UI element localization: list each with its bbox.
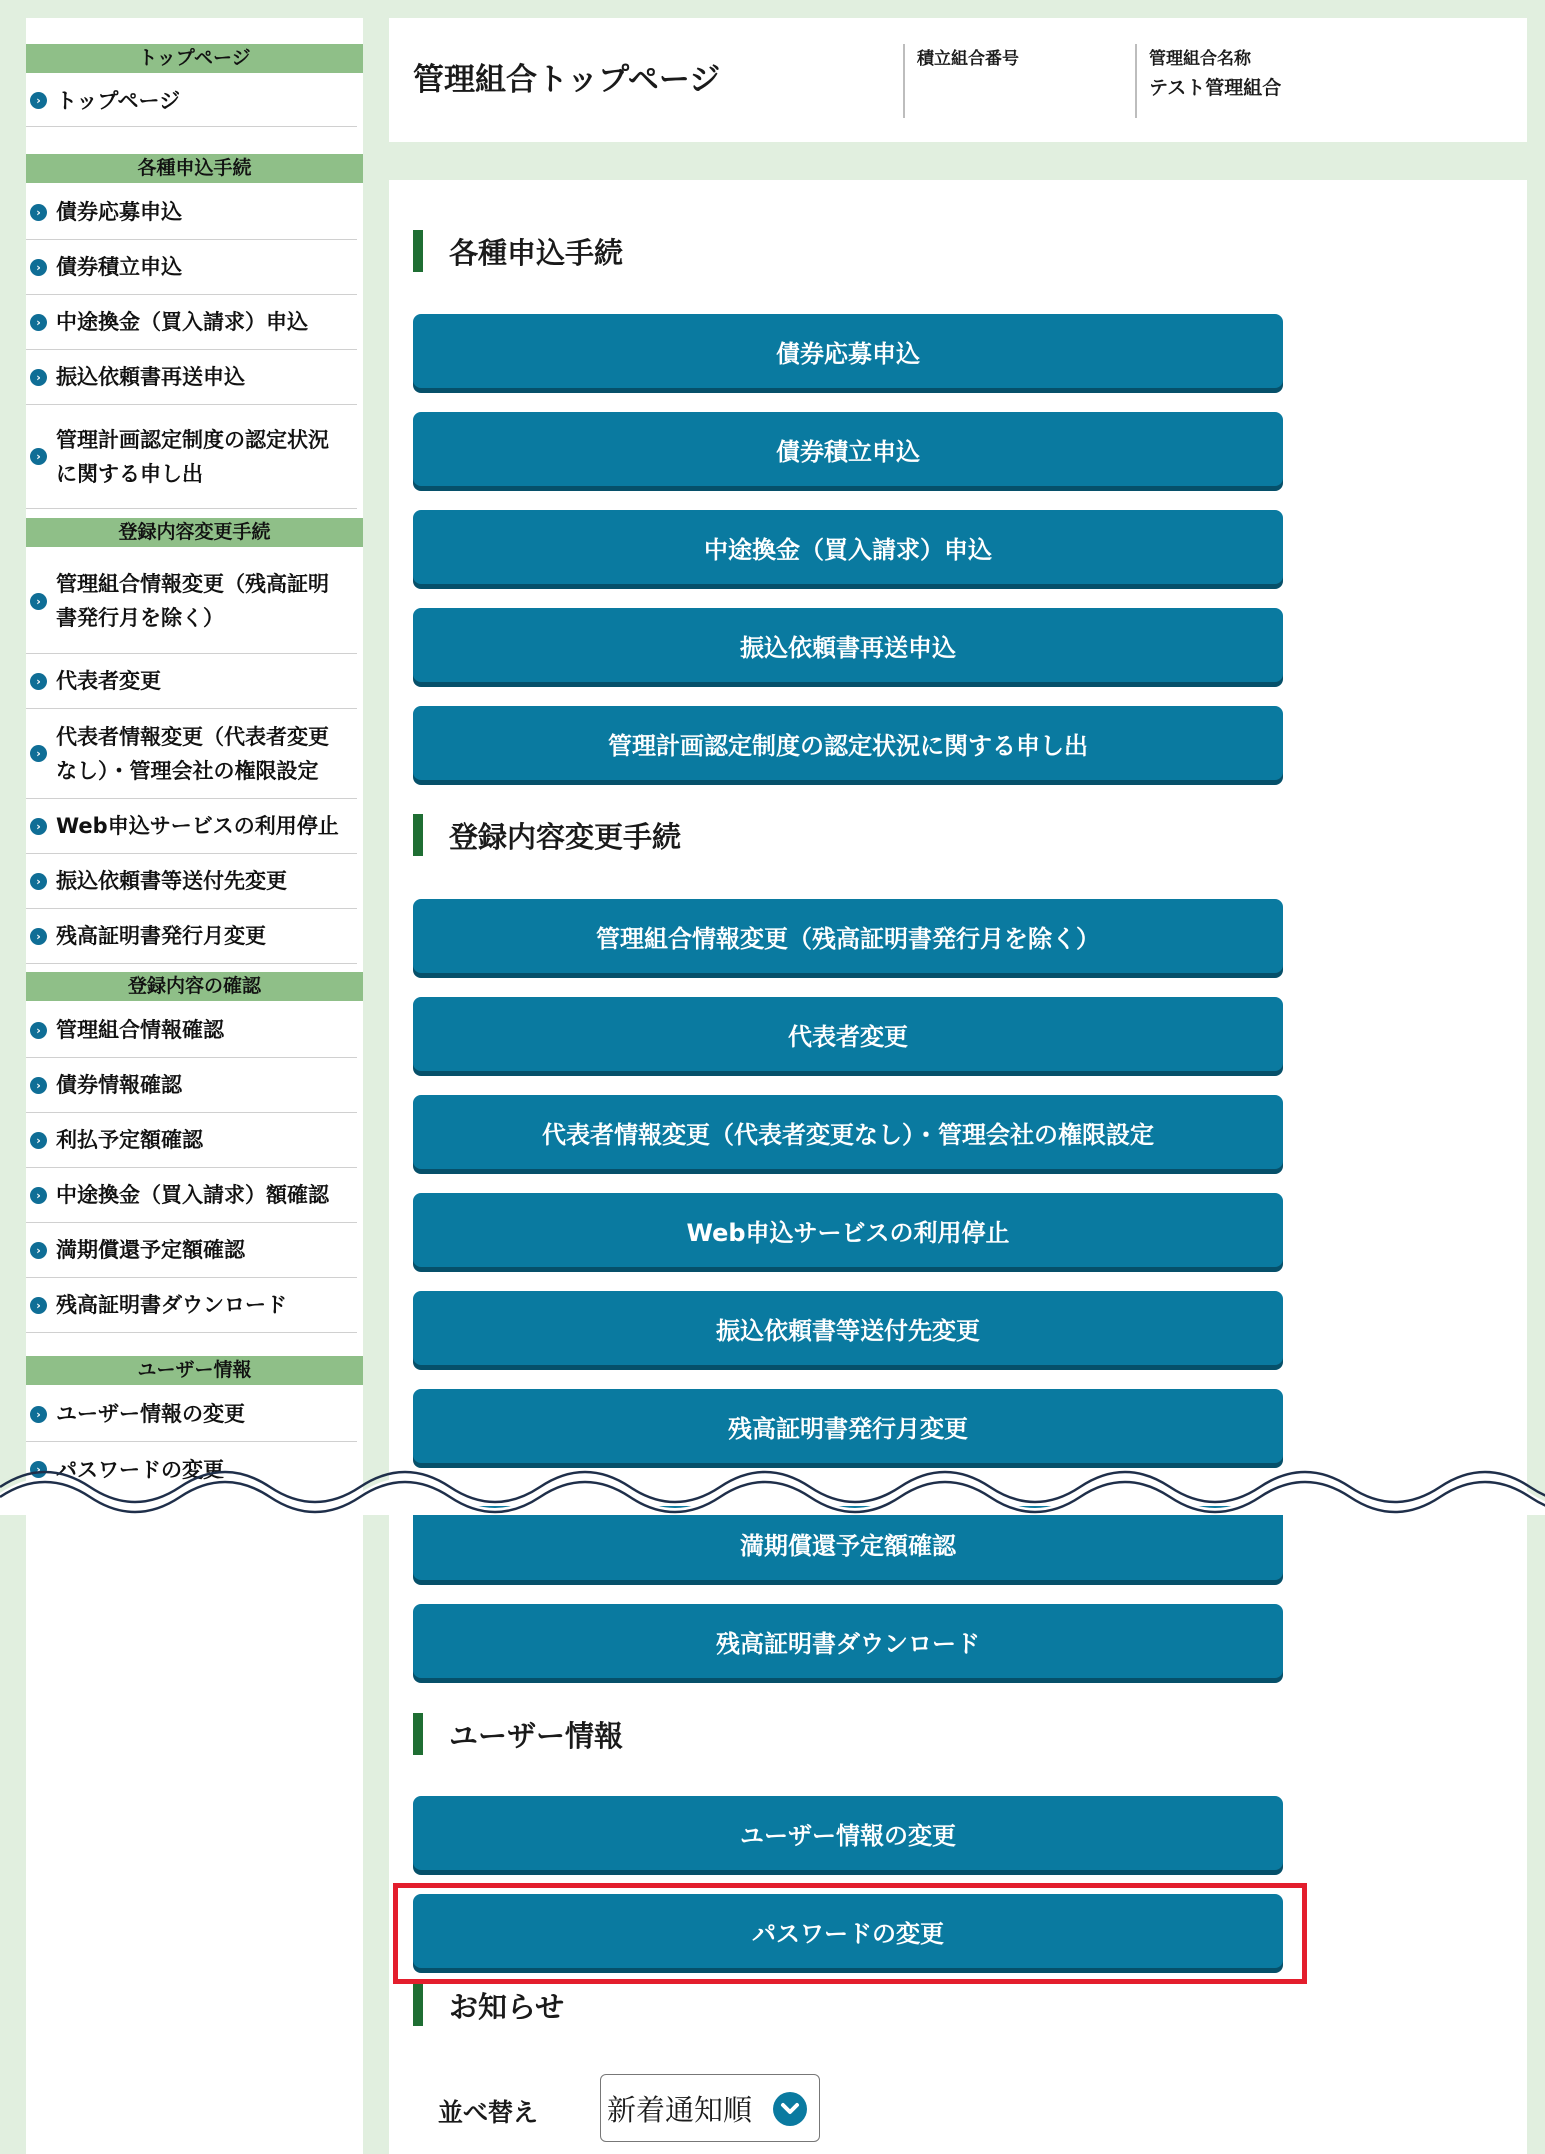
password-change-button[interactable]: パスワードの変更 — [413, 1894, 1283, 1968]
balance-month-change-button[interactable]: 残高証明書発行月変更 — [413, 1389, 1283, 1463]
sidebar-item-label: 代表者情報変更（代表者変更 — [56, 724, 329, 749]
early-redemption-button[interactable]: 中途換金（買入請求）申込 — [413, 510, 1283, 584]
chevron-right-icon: › — [30, 928, 47, 945]
section-bar — [413, 814, 423, 856]
chevron-right-icon: › — [30, 873, 47, 890]
sort-select[interactable] — [600, 2074, 820, 2142]
sidebar-item-early-redemption[interactable]: › 中途換金（買入請求）申込 — [26, 295, 357, 350]
chevron-right-icon: › — [30, 818, 47, 835]
sidebar-item-balance-download[interactable]: › 残高証明書ダウンロード — [26, 1278, 357, 1333]
sidebar-item-rep-change[interactable]: › 代表者変更 — [26, 654, 357, 709]
section-bar — [413, 1984, 423, 2026]
section-title-notices: お知らせ — [413, 1984, 564, 2026]
chevron-right-icon: › — [30, 745, 47, 762]
sidebar-item-password-change[interactable]: › パスワードの変更 — [26, 1442, 357, 1497]
rep-info-change-button[interactable]: 代表者情報変更（代表者変更なし）・管理会社の権限設定 — [413, 1095, 1283, 1169]
web-stop-button[interactable]: Web申込サービスの利用停止 — [413, 1193, 1283, 1267]
chevron-right-icon: › — [30, 204, 47, 221]
sidebar-heading-top: トップページ — [26, 44, 363, 73]
sidebar-item-bond-installment[interactable]: › 債券積立申込 — [26, 240, 357, 295]
section-bar — [413, 230, 423, 272]
chevron-right-icon: › — [30, 1297, 47, 1314]
sort-selected-value: 新着通知順 — [607, 2092, 753, 2127]
sidebar-item-rep-info-change[interactable] — [26, 709, 357, 799]
sidebar-item-mgmt-plan[interactable] — [26, 405, 357, 509]
assoc-info-change-button[interactable]: 管理組合情報変更（残高証明書発行月を除く） — [413, 899, 1283, 973]
sidebar-item-redemption-amount-check[interactable]: › 中途換金（買入請求）額確認 — [26, 1168, 357, 1223]
assoc-name-label: 管理組合名称 — [1149, 49, 1251, 69]
chevron-right-icon: › — [30, 369, 47, 386]
sidebar-heading-user-info: ユーザー情報 — [26, 1356, 363, 1385]
header-divider — [903, 44, 905, 118]
maturity-check-button[interactable]: 満期償還予定額確認 — [413, 1506, 1283, 1580]
sidebar-item-label: 管理計画認定制度の認定状況 — [56, 427, 329, 452]
delivery-change-button[interactable]: 振込依頼書等送付先変更 — [413, 1291, 1283, 1365]
chevron-right-icon: › — [30, 314, 47, 331]
mgmt-plan-button[interactable]: 管理計画認定制度の認定状況に関する申し出 — [413, 706, 1283, 780]
chevron-right-icon: › — [30, 1077, 47, 1094]
user-change-button[interactable]: ユーザー情報の変更 — [413, 1796, 1283, 1870]
section-title-user-info: ユーザー情報 — [413, 1713, 623, 1755]
chevron-right-icon: › — [30, 673, 47, 690]
chevron-right-icon: › — [30, 1022, 47, 1039]
assoc-name-value: テスト管理組合 — [1149, 77, 1282, 99]
chevron-right-icon: › — [30, 1132, 47, 1149]
sidebar-item-label: 書発行月を除く） — [56, 606, 224, 630]
bond-installment-button[interactable]: 債券積立申込 — [413, 412, 1283, 486]
balance-download-button[interactable]: 残高証明書ダウンロード — [413, 1604, 1283, 1678]
sidebar-item-maturity-check[interactable]: › 満期償還予定額確認 — [26, 1223, 357, 1278]
chevron-right-icon: › — [30, 1187, 47, 1204]
chevron-right-icon: › — [30, 92, 47, 109]
chevron-right-icon: › — [30, 1406, 47, 1423]
main-content — [389, 180, 1527, 2154]
sidebar-heading-applications: 各種申込手続 — [26, 154, 363, 183]
sidebar-item-assoc-info-check[interactable]: › 管理組合情報確認 — [26, 1003, 357, 1058]
sidebar-heading-confirmation: 登録内容の確認 — [26, 972, 363, 1001]
sidebar-heading-registration-change: 登録内容変更手続 — [26, 518, 363, 547]
sidebar-item-interest-check[interactable]: › 利払予定額確認 — [26, 1113, 357, 1168]
section-bar — [413, 1713, 423, 1755]
transfer-resend-button[interactable]: 振込依頼書再送申込 — [413, 608, 1283, 682]
section-title-applications: 各種申込手続 — [413, 230, 623, 272]
chevron-right-icon: › — [30, 1242, 47, 1259]
section-title-registration-change: 登録内容変更手続 — [413, 814, 681, 856]
sidebar-item-user-change[interactable]: › ユーザー情報の変更 — [26, 1387, 357, 1442]
sidebar-item-label: なし）・管理会社の権限設定 — [56, 758, 319, 783]
sort-label: 並べ替え — [438, 2098, 539, 2127]
sidebar-item-bond-application[interactable]: › 債券応募申込 — [26, 185, 357, 240]
page-header — [389, 18, 1527, 142]
chevron-down-icon — [773, 2092, 807, 2126]
chevron-right-icon: › — [30, 259, 47, 276]
sidebar-item-top-page[interactable]: › トップページ — [26, 75, 357, 127]
sidebar — [26, 18, 363, 2154]
sidebar-item-balance-month-change[interactable]: › 残高証明書発行月変更 — [26, 909, 357, 964]
sidebar-item-label: に関する申し出 — [56, 461, 203, 486]
sidebar-item-label: 管理組合情報変更（残高証明 — [56, 572, 329, 596]
chevron-right-icon: › — [30, 593, 47, 610]
sidebar-item-bond-info-check[interactable]: › 債券情報確認 — [26, 1058, 357, 1113]
sidebar-item-transfer-resend[interactable]: › 振込依頼書再送申込 — [26, 350, 357, 405]
rep-change-button[interactable]: 代表者変更 — [413, 997, 1283, 1071]
sidebar-item-assoc-info-change[interactable] — [26, 549, 357, 654]
header-divider — [1135, 44, 1137, 118]
fund-number-label: 積立組合番号 — [917, 49, 1019, 69]
bond-application-button[interactable]: 債券応募申込 — [413, 314, 1283, 388]
chevron-right-icon: › — [30, 448, 47, 465]
omission-wave-divider — [0, 1455, 1545, 1525]
sidebar-item-web-stop[interactable]: › Web申込サービスの利用停止 — [26, 799, 357, 854]
page-title: 管理組合トップページ — [413, 62, 721, 98]
sidebar-item-delivery-change[interactable]: › 振込依頼書等送付先変更 — [26, 854, 357, 909]
chevron-right-icon: › — [30, 1461, 47, 1478]
